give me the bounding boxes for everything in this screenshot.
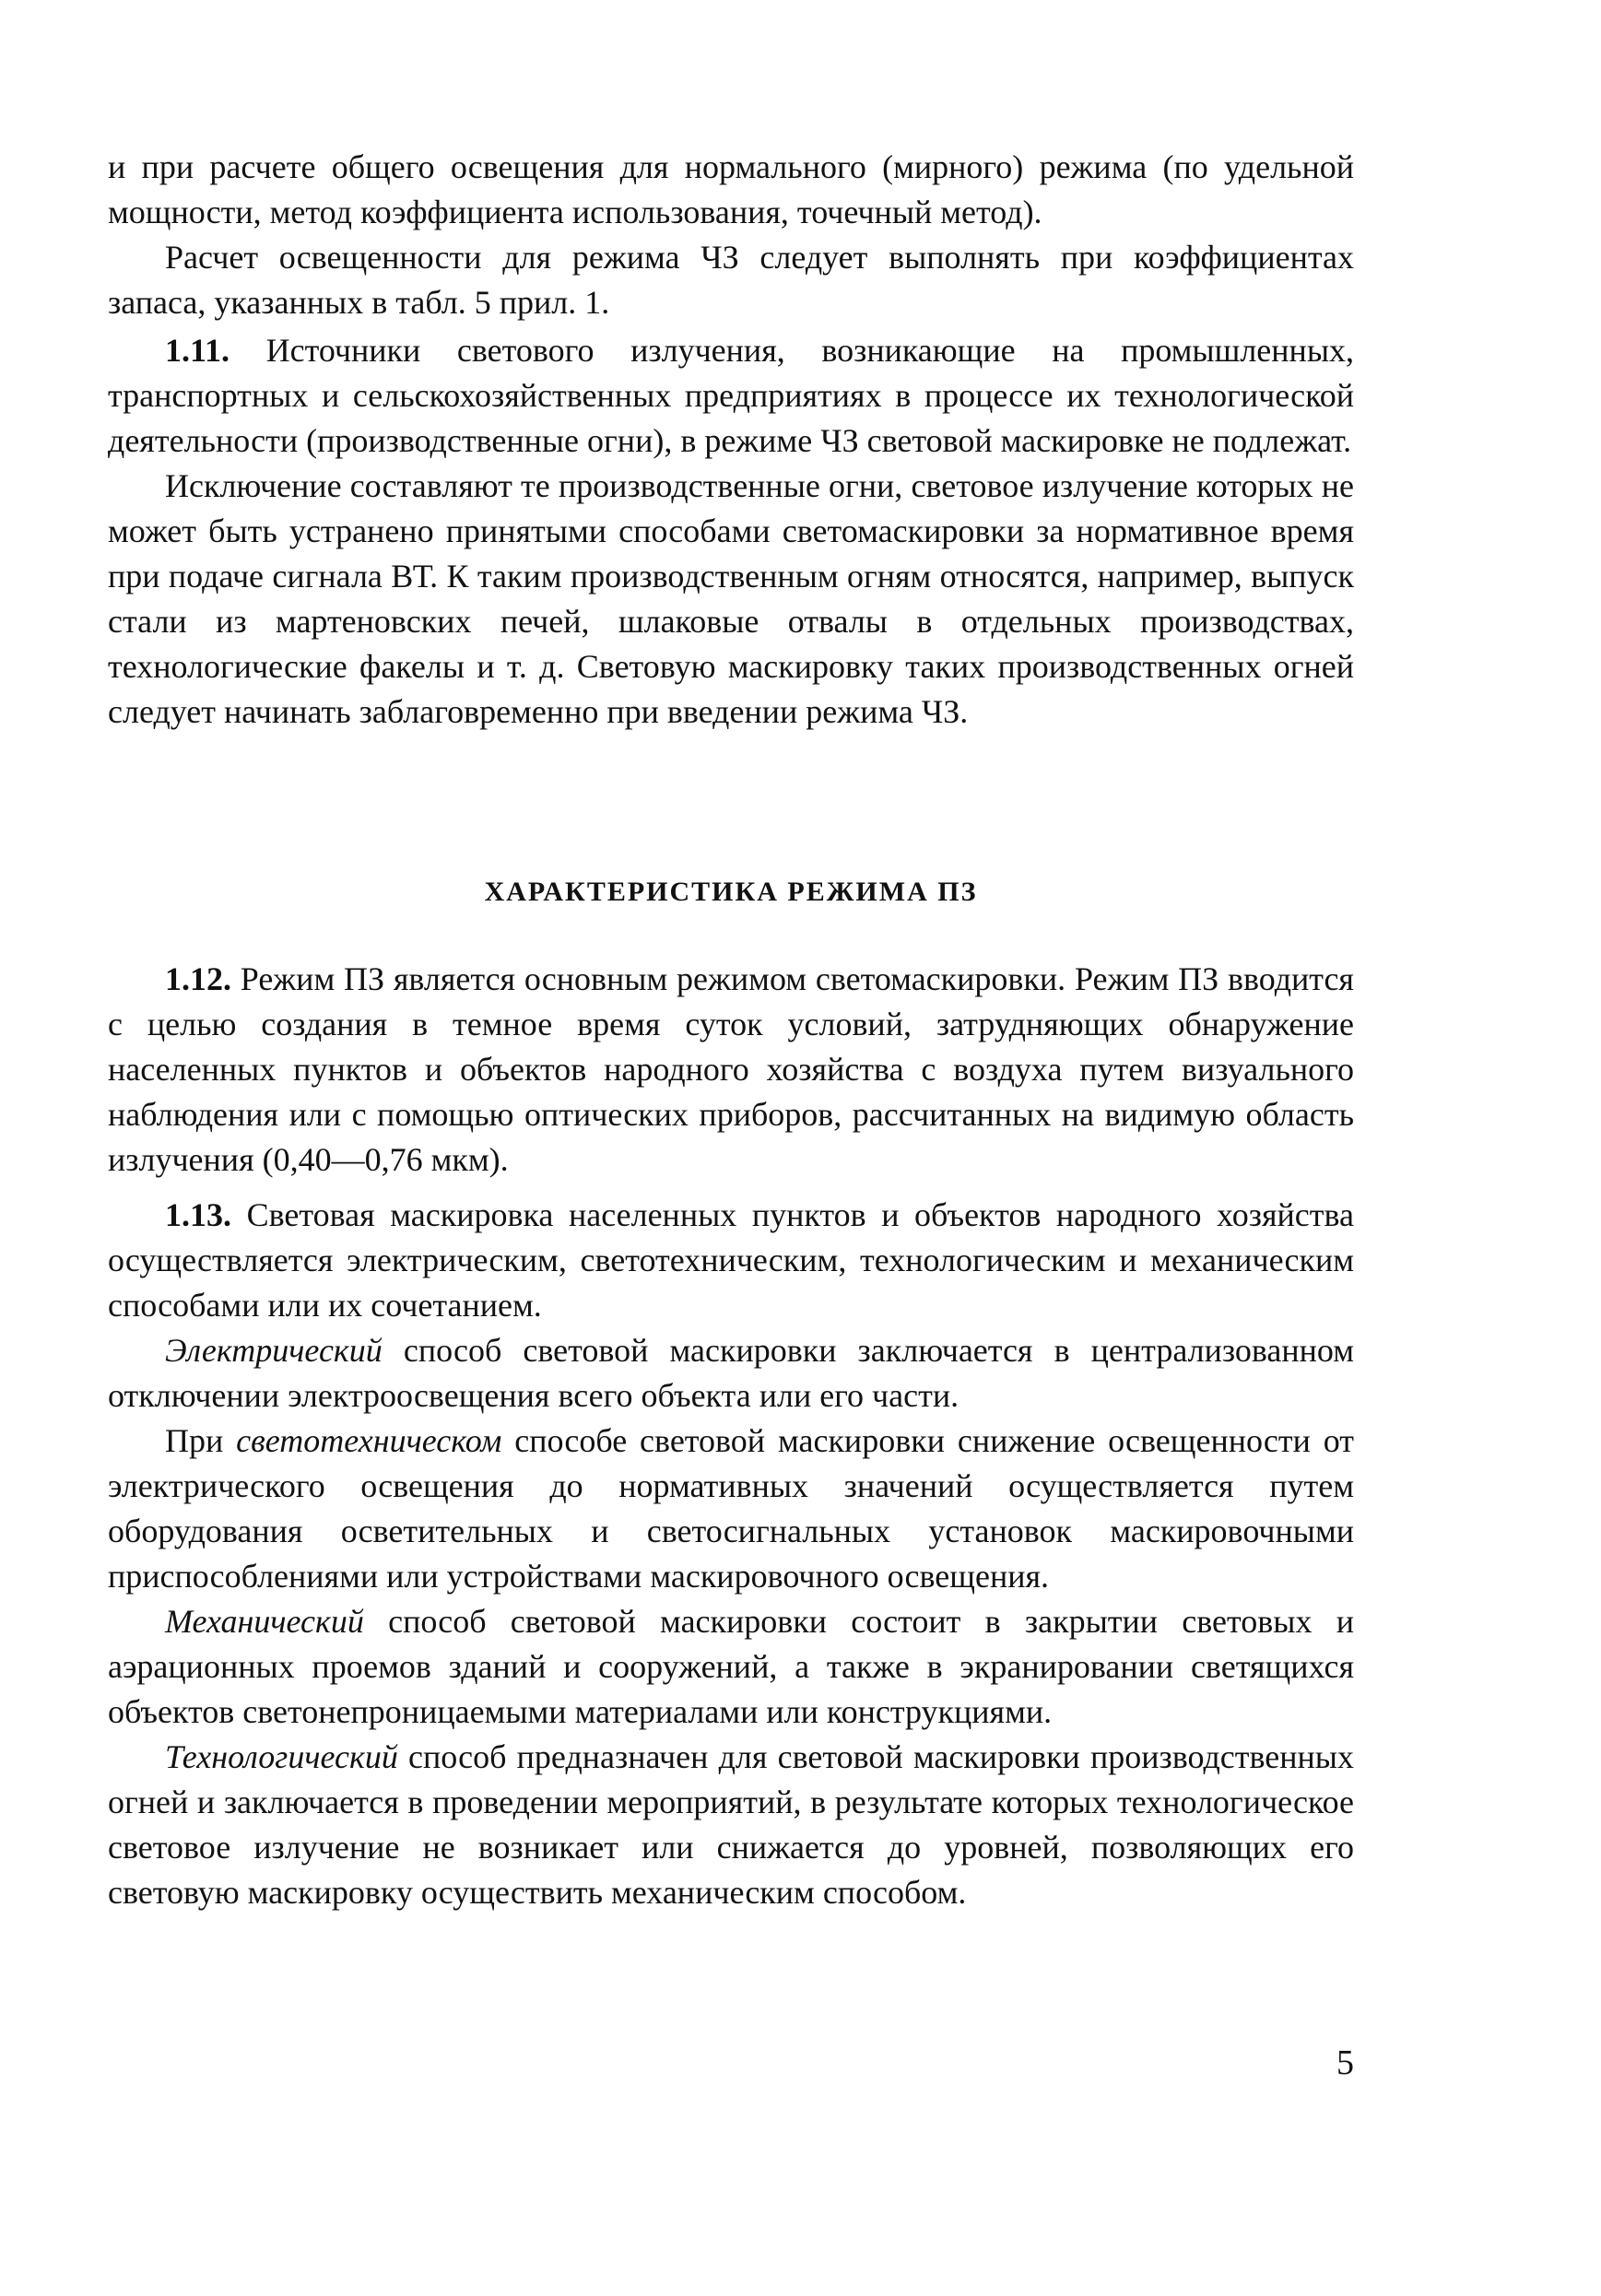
clause-number: 1.13. [165, 1196, 231, 1233]
paragraph-illuminance-calc: Расчет освещенности для режима ЧЗ следует выполнять при коэффициентах запаса, указанных в табл. 5 прил. 1. [108, 239, 1354, 321]
section-title: ХАРАКТЕРИСТИКА РЕЖИМА ПЗ [484, 877, 978, 907]
paragraph-lighting-method [108, 1419, 1354, 1599]
term-lighting-engineering: светотехническом [236, 1422, 502, 1459]
text-block-1-11 [108, 328, 1354, 735]
paragraph-1-13 [108, 1193, 1354, 1328]
paragraph-technological-method [108, 1735, 1354, 1915]
paragraph-prefix: При [165, 1422, 237, 1459]
clause-number: 1.11. [165, 332, 230, 369]
paragraph-1-11 [108, 328, 1354, 464]
paragraph-1-12 [108, 957, 1354, 1183]
paragraph-text: способ световой маскировки состоит в закрытии световых и аэрационных проемов зданий и сооружений, а также в экранировании светящихся объектов светонепроницаемыми материалами или конструкциями. [108, 1603, 1354, 1730]
paragraph-text: способ предназначен для световой маскировки производственных огней и заключается в проведении мероприятий, в результате которых технологическое световое излучение не возникает или снижается до уровней, позволяющих его световую маскировку осуществить механическим способом. [108, 1738, 1354, 1911]
term-technological: Технологический [165, 1738, 398, 1775]
paragraph-exception: Исключение составляют те производственные огни, световое излучение которых не может быть устранено принятыми способами светомаскировки за нормативное время при подаче сигнала ВТ. К таким производственным огням относятся, например, выпуск стали из мартеновских печей, шлаковые отвалы в отдельных производствах, технологические факелы и т. д. Световую маскировку таких производственных огней следует начинать заблаговременно при введении режима ЧЗ. [108, 467, 1354, 730]
paragraph-electrical-method [108, 1328, 1354, 1419]
paragraph-lighting-calc: и при расчете общего освещения для нормального (мирного) режима (по удельной мощности, метод коэффициента использования, точечный метод). [108, 148, 1354, 230]
term-electrical: Электрический [165, 1332, 383, 1369]
clause-number: 1.12. [165, 960, 231, 997]
text-block-pz [108, 957, 1354, 1915]
clause-text: Световая маскировка населенных пунктов и объектов народного хозяйства осуществляется электрическим, светотехническим, технологическим и механическим способами или их сочетанием. [108, 1196, 1354, 1324]
clause-text: Режим ПЗ является основным режимом светомаскировки. Режим ПЗ вводится с целью создания в темное время суток условий, затрудняющих обнаружение населенных пунктов и объектов народного хозяйства с воздуха путем визуального наблюдения или с помощью оптических приборов, рассчитанных на видимую область излучения (0,40—0,76 мкм). [108, 960, 1354, 1178]
clause-text: Источники светового излучения, возникающие на промышленных, транспортных и сельскохозяйственных предприятиях в процессе их технологической деятельности (производственные огни), в режиме ЧЗ световой маскировке не подлежат. [108, 332, 1354, 459]
paragraph-mechanical-method [108, 1599, 1354, 1735]
paragraph-text: способ световой маскировки заключается в централизованном отключении электроосвещения всего объекта или его части. [108, 1332, 1354, 1414]
text-block-lighting [108, 145, 1354, 325]
term-mechanical: Механический [165, 1603, 364, 1640]
paragraph-text: способе световой маскировки снижение освещенности от электрического освещения до нормативных значений осуществляется путем оборудования осветительных и светосигнальных установок маскировочными приспособлениями или устройствами маскировочного освещения. [108, 1422, 1355, 1595]
page-number: 5 [1336, 2043, 1354, 2082]
